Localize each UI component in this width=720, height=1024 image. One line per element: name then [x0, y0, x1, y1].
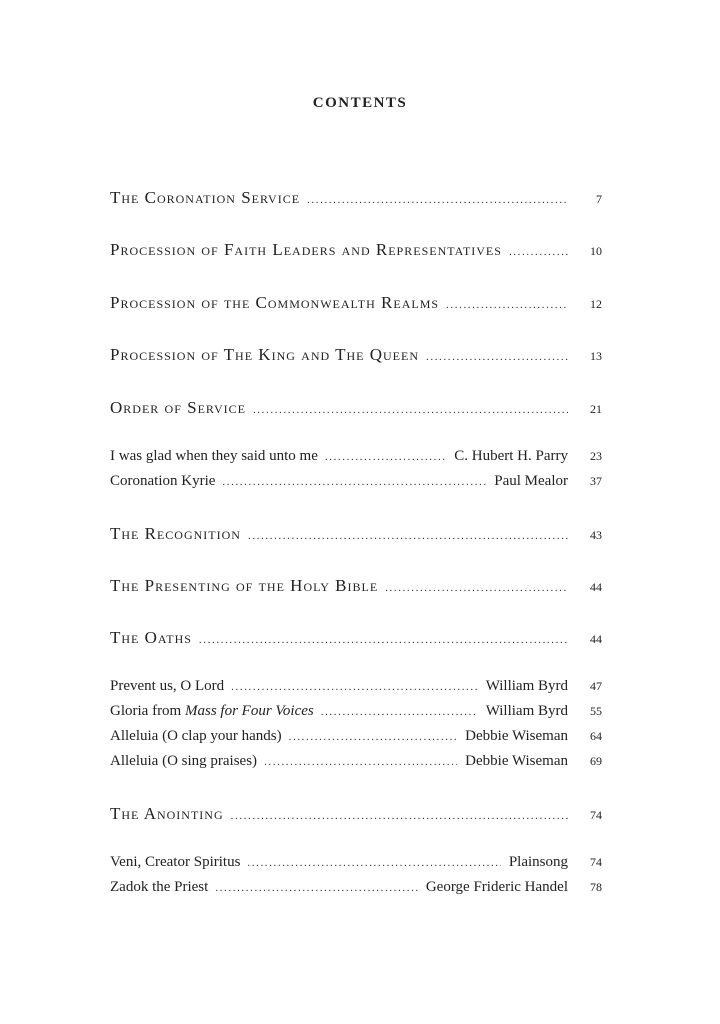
dot-leader: [307, 194, 568, 206]
dot-leader: [231, 810, 568, 822]
page-number: 43: [590, 528, 602, 542]
toc-section-row[interactable]: [110, 293, 602, 315]
dot-leader: [385, 582, 568, 594]
piece-title: Alleluia (O clap your hands): [110, 728, 282, 744]
section-title: Procession of Faith Leaders and Representatives: [110, 240, 502, 259]
toc-piece-row[interactable]: [110, 703, 602, 725]
piece-title: [110, 703, 314, 720]
dot-leader: [199, 634, 568, 646]
page-number: 69: [590, 754, 602, 768]
dot-leader: [247, 857, 500, 869]
toc-piece-row[interactable]: [110, 879, 602, 901]
dot-leader: [325, 451, 446, 463]
page-number: 12: [590, 297, 602, 311]
page-number: 47: [590, 679, 602, 693]
section-title: The Coronation Service: [110, 188, 301, 207]
dot-leader: [289, 731, 458, 743]
page-number: 55: [590, 704, 602, 718]
page-number: 21: [590, 402, 602, 416]
toc-section-row[interactable]: [110, 188, 602, 210]
composer-name: C. Hubert H. Parry: [454, 448, 568, 464]
piece-title: Coronation Kyrie: [110, 473, 216, 489]
piece-title: I was glad when they said unto me: [110, 448, 318, 464]
toc-section-row[interactable]: [110, 345, 602, 367]
composer-name: William Byrd: [485, 703, 568, 719]
toc-section-row[interactable]: [110, 628, 602, 650]
toc-section-row[interactable]: [110, 576, 602, 598]
page-number: 74: [590, 855, 602, 869]
page-number: 44: [590, 632, 602, 646]
toc-piece-row[interactable]: [110, 678, 602, 700]
dot-leader: [222, 476, 486, 488]
composer-name: Debbie Wiseman: [465, 753, 568, 769]
dot-leader: [426, 351, 568, 363]
toc-section-row[interactable]: [110, 804, 602, 826]
page-title: CONTENTS: [312, 95, 408, 111]
piece-title: Zadok the Priest: [110, 879, 209, 895]
page-number: 23: [590, 449, 602, 463]
dot-leader: [248, 530, 568, 542]
toc-section-row[interactable]: [110, 398, 602, 420]
dot-leader: [264, 756, 457, 768]
composer-name: Paul Mealor: [494, 473, 568, 489]
dot-leader: [231, 681, 478, 693]
section-title: The Presenting of the Holy Bible: [110, 576, 379, 595]
page-number: 64: [590, 729, 602, 743]
page-number: 74: [590, 808, 602, 822]
section-title: Order of Service: [110, 398, 246, 417]
composer-name: William Byrd: [485, 678, 568, 694]
piece-title: Prevent us, O Lord: [110, 678, 225, 694]
toc-piece-row[interactable]: [110, 854, 602, 876]
dot-leader: [446, 299, 568, 311]
section-title: The Oaths: [110, 628, 192, 647]
toc-piece-row[interactable]: [110, 753, 602, 775]
page-number: 13: [590, 349, 602, 363]
dot-leader: [253, 404, 568, 416]
section-title: The Anointing: [110, 804, 224, 823]
toc-piece-row[interactable]: [110, 448, 602, 470]
toc-section-row[interactable]: [110, 240, 602, 262]
piece-title-text: Gloria from: [110, 703, 182, 719]
section-title: Procession of the Commonwealth Realms: [110, 293, 440, 312]
dot-leader: [321, 706, 478, 718]
toc-section-row[interactable]: [110, 524, 602, 546]
composer-name: Debbie Wiseman: [465, 728, 568, 744]
piece-title: Veni, Creator Spiritus: [110, 854, 241, 870]
composer-name: Plainsong: [508, 854, 568, 870]
page-number: 78: [590, 880, 602, 894]
piece-title: Alleluia (O sing praises): [110, 753, 258, 769]
section-title: Procession of The King and The Queen: [110, 345, 419, 364]
section-title: The Recognition: [110, 524, 241, 543]
piece-title-italic: Mass for Four Voices: [184, 703, 314, 719]
dot-leader: [509, 246, 568, 258]
page-number: 37: [590, 474, 602, 488]
page-number: 7: [596, 192, 602, 206]
dot-leader: [215, 882, 418, 894]
toc-piece-row[interactable]: [110, 473, 602, 495]
toc-piece-row[interactable]: [110, 728, 602, 750]
page-number: 10: [590, 244, 602, 258]
page-number: 44: [590, 580, 602, 594]
composer-name: George Frideric Handel: [425, 879, 568, 895]
